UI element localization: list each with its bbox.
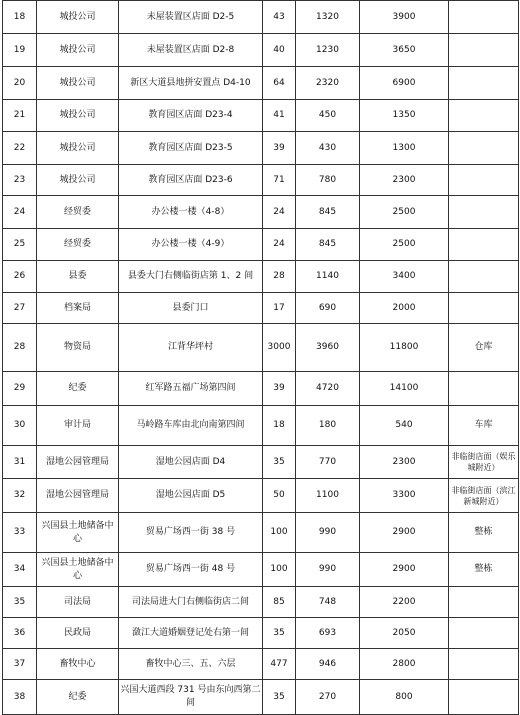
value-cell: 430 bbox=[296, 132, 360, 165]
location-cell: 教育园区店面 D23-4 bbox=[119, 100, 263, 132]
note-cell bbox=[449, 165, 519, 196]
row-number-cell: 30 bbox=[3, 406, 37, 446]
location-cell: 马岭路车库由北向南第四间 bbox=[119, 406, 263, 446]
value-cell: 1140 bbox=[296, 261, 360, 293]
amount-cell: 1300 bbox=[360, 132, 449, 165]
location-cell: 司法局进大门右侧临街店二间 bbox=[119, 587, 263, 618]
row-number-cell: 24 bbox=[3, 196, 37, 229]
row-number-cell: 36 bbox=[3, 618, 37, 649]
area-cell: 17 bbox=[263, 293, 296, 324]
unit-cell: 兴国县土地储备中心 bbox=[37, 513, 119, 553]
value-cell: 1320 bbox=[296, 1, 360, 34]
unit-cell: 审计局 bbox=[37, 406, 119, 446]
table-row bbox=[3, 618, 519, 649]
location-cell: 潋江大道婚姻登记处右第一间 bbox=[119, 618, 263, 649]
value-cell: 990 bbox=[296, 513, 360, 553]
unit-cell: 县委 bbox=[37, 261, 119, 293]
amount-cell: 14100 bbox=[360, 372, 449, 406]
table-row bbox=[3, 229, 519, 261]
unit-cell: 物资局 bbox=[37, 324, 119, 372]
table-row bbox=[3, 1, 519, 34]
unit-cell: 经贸委 bbox=[37, 229, 119, 261]
row-number-cell: 37 bbox=[3, 649, 37, 680]
note-cell bbox=[449, 649, 519, 680]
value-cell: 1100 bbox=[296, 479, 360, 513]
value-cell: 270 bbox=[296, 680, 360, 715]
table-row bbox=[3, 406, 519, 446]
note-cell bbox=[449, 680, 519, 715]
row-number-cell: 38 bbox=[3, 680, 37, 715]
table-row bbox=[3, 513, 519, 553]
property-rental-table bbox=[2, 0, 519, 715]
area-cell: 24 bbox=[263, 196, 296, 229]
table-row bbox=[3, 261, 519, 293]
area-cell: 35 bbox=[263, 446, 296, 479]
row-number-cell: 35 bbox=[3, 587, 37, 618]
area-cell: 39 bbox=[263, 372, 296, 406]
amount-cell: 2200 bbox=[360, 587, 449, 618]
amount-cell: 800 bbox=[360, 680, 449, 715]
note-cell: 整栋 bbox=[449, 553, 519, 587]
note-cell bbox=[449, 34, 519, 67]
unit-cell: 民政局 bbox=[37, 618, 119, 649]
location-cell: 未屋装置区店面 D2-5 bbox=[119, 1, 263, 34]
table-row bbox=[3, 132, 519, 165]
value-cell: 845 bbox=[296, 229, 360, 261]
unit-cell: 城投公司 bbox=[37, 165, 119, 196]
note-cell bbox=[449, 587, 519, 618]
location-cell: 贸易广场西一街 38 号 bbox=[119, 513, 263, 553]
value-cell: 3960 bbox=[296, 324, 360, 372]
note-cell: 非临街店面（娱乐城附近） bbox=[449, 446, 519, 479]
row-number-cell: 23 bbox=[3, 165, 37, 196]
amount-cell: 2500 bbox=[360, 196, 449, 229]
unit-cell: 城投公司 bbox=[37, 132, 119, 165]
location-cell: 湿地公园店面 D5 bbox=[119, 479, 263, 513]
amount-cell: 2050 bbox=[360, 618, 449, 649]
table-row bbox=[3, 100, 519, 132]
unit-cell: 城投公司 bbox=[37, 67, 119, 100]
location-cell: 畜牧中心三、五、六层 bbox=[119, 649, 263, 680]
area-cell: 39 bbox=[263, 132, 296, 165]
area-cell: 71 bbox=[263, 165, 296, 196]
unit-cell: 湿地公园管理局 bbox=[37, 446, 119, 479]
amount-cell: 2300 bbox=[360, 446, 449, 479]
value-cell: 180 bbox=[296, 406, 360, 446]
row-number-cell: 25 bbox=[3, 229, 37, 261]
value-cell: 780 bbox=[296, 165, 360, 196]
area-cell: 40 bbox=[263, 34, 296, 67]
table-row bbox=[3, 649, 519, 680]
amount-cell: 11800 bbox=[360, 324, 449, 372]
row-number-cell: 27 bbox=[3, 293, 37, 324]
row-number-cell: 31 bbox=[3, 446, 37, 479]
row-number-cell: 32 bbox=[3, 479, 37, 513]
unit-cell: 经贸委 bbox=[37, 196, 119, 229]
table-row bbox=[3, 553, 519, 587]
area-cell: 43 bbox=[263, 1, 296, 34]
location-cell: 县委大门右侧临街店第 1、2 间 bbox=[119, 261, 263, 293]
table-row bbox=[3, 446, 519, 479]
table-row bbox=[3, 165, 519, 196]
area-cell: 477 bbox=[263, 649, 296, 680]
amount-cell: 3900 bbox=[360, 1, 449, 34]
table-row bbox=[3, 67, 519, 100]
row-number-cell: 21 bbox=[3, 100, 37, 132]
area-cell: 41 bbox=[263, 100, 296, 132]
unit-cell: 城投公司 bbox=[37, 1, 119, 34]
area-cell: 100 bbox=[263, 553, 296, 587]
location-cell: 县委门口 bbox=[119, 293, 263, 324]
note-cell bbox=[449, 293, 519, 324]
unit-cell: 湿地公园管理局 bbox=[37, 479, 119, 513]
table-row bbox=[3, 196, 519, 229]
value-cell: 690 bbox=[296, 293, 360, 324]
amount-cell: 2800 bbox=[360, 649, 449, 680]
row-number-cell: 20 bbox=[3, 67, 37, 100]
unit-cell: 城投公司 bbox=[37, 100, 119, 132]
row-number-cell: 29 bbox=[3, 372, 37, 406]
amount-cell: 3400 bbox=[360, 261, 449, 293]
value-cell: 748 bbox=[296, 587, 360, 618]
location-cell: 新区大道县地拼安置点 D4-10 bbox=[119, 67, 263, 100]
unit-cell: 档案局 bbox=[37, 293, 119, 324]
value-cell: 4720 bbox=[296, 372, 360, 406]
note-cell bbox=[449, 1, 519, 34]
area-cell: 18 bbox=[263, 406, 296, 446]
row-number-cell: 34 bbox=[3, 553, 37, 587]
note-cell bbox=[449, 229, 519, 261]
unit-cell: 兴国县土地储备中心 bbox=[37, 553, 119, 587]
amount-cell: 2300 bbox=[360, 165, 449, 196]
note-cell: 整栋 bbox=[449, 513, 519, 553]
area-cell: 35 bbox=[263, 618, 296, 649]
unit-cell: 畜牧中心 bbox=[37, 649, 119, 680]
area-cell: 50 bbox=[263, 479, 296, 513]
area-cell: 85 bbox=[263, 587, 296, 618]
value-cell: 2320 bbox=[296, 67, 360, 100]
table-row bbox=[3, 293, 519, 324]
location-cell: 贸易广场西一街 48 号 bbox=[119, 553, 263, 587]
value-cell: 946 bbox=[296, 649, 360, 680]
amount-cell: 1350 bbox=[360, 100, 449, 132]
amount-cell: 2900 bbox=[360, 553, 449, 587]
table-row bbox=[3, 324, 519, 372]
row-number-cell: 33 bbox=[3, 513, 37, 553]
note-cell bbox=[449, 132, 519, 165]
location-cell: 红军路五福广场第四间 bbox=[119, 372, 263, 406]
note-cell bbox=[449, 261, 519, 293]
row-number-cell: 26 bbox=[3, 261, 37, 293]
value-cell: 845 bbox=[296, 196, 360, 229]
amount-cell: 3300 bbox=[360, 479, 449, 513]
location-cell: 办公楼一楼（4-8） bbox=[119, 196, 263, 229]
note-cell bbox=[449, 618, 519, 649]
area-cell: 35 bbox=[263, 680, 296, 715]
value-cell: 693 bbox=[296, 618, 360, 649]
location-cell: 教育园区店面 D23-5 bbox=[119, 132, 263, 165]
location-cell: 兴国大道西段 731 号由东向西第二间 bbox=[119, 680, 263, 715]
value-cell: 770 bbox=[296, 446, 360, 479]
row-number-cell: 19 bbox=[3, 34, 37, 67]
row-number-cell: 22 bbox=[3, 132, 37, 165]
location-cell: 江背华坪村 bbox=[119, 324, 263, 372]
unit-cell: 纪委 bbox=[37, 372, 119, 406]
amount-cell: 2000 bbox=[360, 293, 449, 324]
note-cell: 车库 bbox=[449, 406, 519, 446]
area-cell: 24 bbox=[263, 229, 296, 261]
location-cell: 办公楼一楼（4-9） bbox=[119, 229, 263, 261]
amount-cell: 3650 bbox=[360, 34, 449, 67]
row-number-cell: 28 bbox=[3, 324, 37, 372]
note-cell bbox=[449, 67, 519, 100]
unit-cell: 纪委 bbox=[37, 680, 119, 715]
note-cell: 非临街店面（滨江新城附近） bbox=[449, 479, 519, 513]
amount-cell: 540 bbox=[360, 406, 449, 446]
note-cell bbox=[449, 100, 519, 132]
row-number-cell: 18 bbox=[3, 1, 37, 34]
area-cell: 100 bbox=[263, 513, 296, 553]
location-cell: 教育园区店面 D23-6 bbox=[119, 165, 263, 196]
table-row bbox=[3, 680, 519, 715]
location-cell: 湿地公园店面 D4 bbox=[119, 446, 263, 479]
table-row bbox=[3, 372, 519, 406]
area-cell: 28 bbox=[263, 261, 296, 293]
amount-cell: 2900 bbox=[360, 513, 449, 553]
note-cell: 仓库 bbox=[449, 324, 519, 372]
unit-cell: 城投公司 bbox=[37, 34, 119, 67]
table-row bbox=[3, 587, 519, 618]
table-row bbox=[3, 479, 519, 513]
area-cell: 3000 bbox=[263, 324, 296, 372]
note-cell bbox=[449, 196, 519, 229]
value-cell: 990 bbox=[296, 553, 360, 587]
value-cell: 450 bbox=[296, 100, 360, 132]
location-cell: 未屋装置区店面 D2-8 bbox=[119, 34, 263, 67]
note-cell bbox=[449, 372, 519, 406]
area-cell: 64 bbox=[263, 67, 296, 100]
amount-cell: 6900 bbox=[360, 67, 449, 100]
unit-cell: 司法局 bbox=[37, 587, 119, 618]
amount-cell: 2500 bbox=[360, 229, 449, 261]
value-cell: 1230 bbox=[296, 34, 360, 67]
table-row bbox=[3, 34, 519, 67]
